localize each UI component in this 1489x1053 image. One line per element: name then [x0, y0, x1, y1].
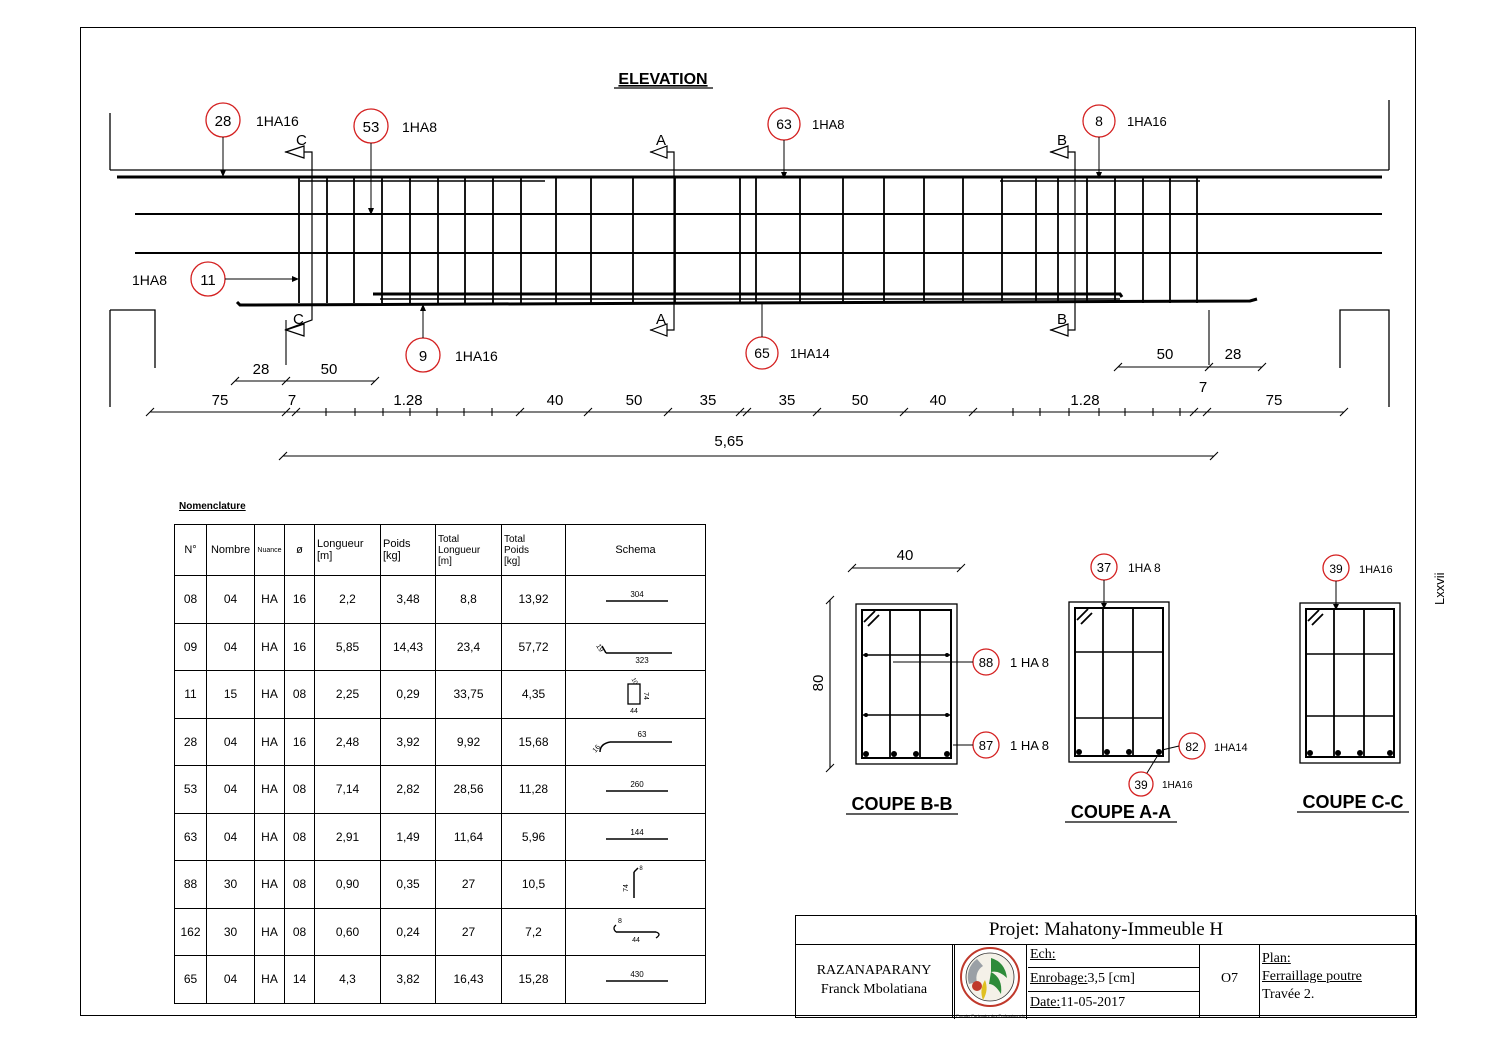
col-diameter: ø: [285, 525, 315, 576]
cell-schema: [566, 766, 706, 814]
cell-poids: 1,49: [381, 813, 436, 861]
schema-dim: 8: [638, 866, 643, 873]
cut-a-bottom: A: [656, 311, 667, 328]
bar-label-65: 1HA14: [790, 346, 830, 361]
cell-total-poids: 10,5: [502, 861, 566, 909]
bar-marker-63: [768, 108, 845, 179]
cell-total-poids: 15,68: [502, 718, 566, 766]
table-row: [175, 813, 706, 861]
dim-label: 7: [287, 392, 297, 409]
dim-7-right: 7: [1198, 379, 1208, 396]
nomenclature-table: [174, 524, 706, 1004]
nomenclature-body: [175, 576, 706, 1004]
plan-label: Plan:: [1262, 951, 1291, 966]
enrobage-label: Enrobage:: [1030, 971, 1088, 986]
section-cc-mark-39: 39: [1329, 562, 1343, 576]
cell-total-poids: 57,72: [502, 623, 566, 671]
schema-dim: 74: [622, 884, 630, 893]
section-cuts: [285, 146, 1075, 336]
bar-marker-28: [206, 103, 299, 177]
logo-caption: Premier Partenaire des Professionnels: [956, 1013, 1025, 1018]
cell-nombre: 04: [207, 623, 255, 671]
cell-total-longueur: 16,43: [436, 956, 502, 1004]
schema-dim: 430: [629, 970, 644, 980]
col-n: N°: [175, 525, 207, 576]
logo-emblem-icon: [955, 944, 1025, 1018]
cell-nombre: 30: [207, 908, 255, 956]
cell-schema: [566, 718, 706, 766]
cell-d: 08: [285, 908, 315, 956]
bar-label-8: 1HA16: [1127, 114, 1167, 129]
cell-d: 08: [285, 813, 315, 861]
dim-label: 35: [778, 392, 796, 409]
dim-28-right: 28: [1224, 346, 1242, 363]
section-aa: [1065, 554, 1248, 822]
col-schema: Schema: [566, 525, 706, 576]
dim-label: 40: [929, 392, 947, 409]
author: [796, 944, 953, 1017]
bar-label-28: 1HA16: [256, 113, 299, 129]
sheet-number: O7: [1200, 944, 1260, 1017]
bar-label-11: 1HA8: [132, 272, 168, 288]
section-cc-label-39: 1HA16: [1359, 564, 1393, 576]
drawing-info: [1028, 944, 1200, 1017]
bar-marker-8: [1083, 105, 1167, 179]
schema-dim: 144: [629, 827, 644, 837]
cell-nuance: HA: [255, 908, 285, 956]
section-bb-mark-87: 87: [978, 738, 994, 753]
cell-longueur: 0,60: [315, 908, 381, 956]
table-row: [175, 623, 706, 671]
nomenclature-title: Nomenclature: [179, 501, 246, 512]
cell-schema: [566, 861, 706, 909]
cell-nuance: HA: [255, 576, 285, 624]
schema-dim: 260: [629, 780, 644, 790]
dim-label: 40: [546, 392, 564, 409]
plan-line-1: Ferraillage poutre: [1262, 969, 1362, 984]
cell-n: 08: [175, 576, 207, 624]
cell-total-longueur: 9,92: [436, 718, 502, 766]
elevation-title: ELEVATION: [618, 71, 708, 88]
cell-poids: 3,82: [381, 956, 436, 1004]
cell-total-poids: 11,28: [502, 766, 566, 814]
section-aa-label-82: 1HA14: [1214, 742, 1248, 754]
cell-longueur: 7,14: [315, 766, 381, 814]
section-bb: [810, 547, 1049, 814]
schema-dim: 16: [591, 743, 602, 755]
bar-schema: [576, 817, 696, 857]
dim-label: 50: [625, 392, 643, 409]
cell-schema: [566, 623, 706, 671]
cell-total-poids: 13,92: [502, 576, 566, 624]
schema-dim: 10: [629, 677, 638, 687]
dim-label: 35: [699, 392, 717, 409]
cell-poids: 0,29: [381, 671, 436, 719]
cell-d: 08: [285, 671, 315, 719]
bar-marker-53: [354, 109, 437, 215]
bar-schema: [576, 912, 696, 952]
author-line-2: Franck Mbolatiana: [820, 982, 928, 997]
cell-poids: 0,35: [381, 861, 436, 909]
bar-schema: [576, 864, 696, 904]
cut-c-top: C: [296, 132, 307, 149]
bar-schema: [576, 627, 696, 667]
project-title: Projet: Mahatony-Immeuble H: [796, 916, 1416, 945]
cell-poids: 3,92: [381, 718, 436, 766]
bar-mark-63: 63: [776, 116, 792, 132]
section-bb-title: COUPE B-B: [851, 794, 953, 814]
cell-longueur: 5,85: [315, 623, 381, 671]
stirrups: [299, 177, 1197, 303]
section-aa-mark-39: 39: [1134, 778, 1148, 792]
total-span: 5,65: [714, 433, 744, 450]
schema-dim: 63: [637, 729, 646, 739]
cell-total-poids: 5,96: [502, 813, 566, 861]
date-value: 11-05-2017: [1060, 995, 1126, 1010]
dimension-row: [212, 392, 1283, 409]
bar-schema: [576, 959, 696, 999]
bar-schema: [576, 722, 696, 762]
cell-d: 16: [285, 623, 315, 671]
cell-total-longueur: 28,56: [436, 766, 502, 814]
section-bb-mark-88: 88: [978, 655, 994, 670]
section-bb-height: 80: [810, 674, 827, 692]
cell-total-longueur: 27: [436, 861, 502, 909]
cell-n: 53: [175, 766, 207, 814]
dim-label: 1.28: [1070, 392, 1100, 409]
cell-nuance: HA: [255, 813, 285, 861]
col-tl-l1: Total: [438, 533, 460, 545]
dim-label: 50: [851, 392, 869, 409]
dimension-lines: [150, 310, 1344, 460]
section-aa-title: COUPE A-A: [1070, 802, 1172, 822]
section-cc: [1297, 555, 1409, 812]
cell-total-longueur: 27: [436, 908, 502, 956]
schema-dim: 19: [593, 642, 604, 654]
cell-nuance: HA: [255, 956, 285, 1004]
col-tl-l3: [m]: [438, 555, 452, 567]
table-row: [175, 956, 706, 1004]
dim-28-left: 28: [252, 361, 270, 378]
bar-marker-11: [132, 262, 299, 296]
cell-total-longueur: 11,64: [436, 813, 502, 861]
plan-line-2: Travée 2.: [1262, 987, 1315, 1002]
cell-d: 16: [285, 718, 315, 766]
dim-label: 75: [1265, 392, 1283, 409]
bar-mark-65: 65: [754, 345, 770, 361]
col-tp-l1: Total: [504, 533, 526, 545]
schema-dim: 8: [617, 917, 622, 925]
bar-marker-65: [746, 302, 830, 369]
cell-schema: [566, 813, 706, 861]
bar-schema: [576, 579, 696, 619]
cell-total-longueur: 23,4: [436, 623, 502, 671]
cell-nuance: HA: [255, 718, 285, 766]
school-logo: [954, 944, 1027, 1019]
table-row: [175, 671, 706, 719]
bar-label-53: 1HA8: [402, 119, 438, 135]
col-poids: [381, 525, 436, 576]
section-aa-label-39: 1HA16: [1162, 780, 1193, 791]
section-bb-width: 40: [896, 547, 914, 564]
cut-b-bottom: B: [1057, 311, 1068, 328]
section-bb-label-88: 1 HA 8: [1010, 655, 1050, 670]
col-tp-l2: Poids: [504, 544, 530, 556]
ech-label: Ech:: [1030, 947, 1056, 962]
plan-description: [1262, 950, 1412, 1004]
bar-schema: [576, 674, 696, 714]
dim-label: 1.28: [393, 392, 423, 409]
bar-label-9: 1HA16: [455, 348, 498, 364]
col-nombre: Nombre: [207, 525, 255, 576]
cut-c-bottom: C: [293, 311, 304, 328]
cell-total-poids: 4,35: [502, 671, 566, 719]
dim-label: 75: [211, 392, 229, 409]
schema-dim: 304: [629, 590, 644, 600]
section-aa-mark-37: 37: [1096, 560, 1112, 575]
col-tl-l2: Longueur: [438, 544, 481, 556]
cell-nombre: 30: [207, 861, 255, 909]
table-row: [175, 908, 706, 956]
section-aa-label-37: 1HA 8: [1128, 561, 1161, 575]
cell-schema: [566, 671, 706, 719]
section-cc-title: COUPE C-C: [1302, 792, 1404, 812]
cell-nombre: 04: [207, 956, 255, 1004]
schema-dim: 44: [629, 708, 638, 715]
table-row: [175, 766, 706, 814]
bar-mark-8: 8: [1095, 113, 1103, 129]
cell-longueur: 2,25: [315, 671, 381, 719]
cell-d: 08: [285, 766, 315, 814]
col-total-poids: [502, 525, 566, 576]
author-line-1: RAZANAPARANY: [816, 963, 932, 978]
cell-nombre: 04: [207, 766, 255, 814]
schema-dim: 44: [631, 936, 640, 944]
cell-poids: 14,43: [381, 623, 436, 671]
cell-nombre: 04: [207, 813, 255, 861]
cell-n: 88: [175, 861, 207, 909]
cell-n: 63: [175, 813, 207, 861]
schema-dim: 74: [641, 692, 649, 701]
ech-row: [1028, 944, 1199, 968]
enrobage-row: [1028, 968, 1199, 992]
cell-d: 14: [285, 956, 315, 1004]
cell-longueur: 2,48: [315, 718, 381, 766]
cell-nuance: HA: [255, 623, 285, 671]
bar-schema: [576, 769, 696, 809]
title-block: [795, 915, 1417, 1018]
cell-longueur: 2,91: [315, 813, 381, 861]
bar-marker-9: [406, 304, 498, 372]
cell-schema: [566, 956, 706, 1004]
cell-n: 65: [175, 956, 207, 1004]
cell-schema: [566, 908, 706, 956]
cell-d: 16: [285, 576, 315, 624]
page-number: Lxxvii: [1432, 572, 1447, 605]
cell-total-poids: 15,28: [502, 956, 566, 1004]
cell-nuance: HA: [255, 671, 285, 719]
cell-n: 28: [175, 718, 207, 766]
bar-label-63: 1HA8: [812, 117, 845, 132]
col-longueur-l2: [m]: [317, 550, 333, 562]
cut-b-top: B: [1057, 132, 1068, 149]
cell-total-longueur: 33,75: [436, 671, 502, 719]
cell-d: 08: [285, 861, 315, 909]
dim-50-left: 50: [320, 361, 338, 378]
bar-mark-53: 53: [362, 119, 380, 136]
table-row: [175, 576, 706, 624]
cell-total-poids: 7,2: [502, 908, 566, 956]
bar-mark-9: 9: [418, 348, 428, 365]
col-nuance: Nuance: [255, 525, 285, 576]
cut-a-top: A: [656, 132, 667, 149]
cell-nuance: HA: [255, 766, 285, 814]
col-poids-l1: Poids: [383, 538, 411, 550]
cell-longueur: 4,3: [315, 956, 381, 1004]
section-aa-mark-82: 82: [1185, 740, 1199, 754]
cell-poids: 3,48: [381, 576, 436, 624]
longitudinal-bars: [117, 177, 1382, 305]
col-total-longueur: [436, 525, 502, 576]
cell-nombre: 04: [207, 576, 255, 624]
section-bb-label-87: 1 HA 8: [1010, 738, 1050, 753]
cell-longueur: 2,2: [315, 576, 381, 624]
cell-nombre: 04: [207, 718, 255, 766]
cell-n: 11: [175, 671, 207, 719]
cell-longueur: 0,90: [315, 861, 381, 909]
col-tp-l3: [kg]: [504, 555, 521, 567]
date-label: Date:: [1030, 995, 1061, 1010]
bar-mark-28: 28: [214, 113, 232, 130]
nomenclature-header-row: [175, 525, 706, 576]
cell-total-longueur: 8,8: [436, 576, 502, 624]
cell-n: 162: [175, 908, 207, 956]
bar-mark-11: 11: [200, 272, 216, 289]
schema-dim: 323: [634, 655, 649, 665]
cell-nuance: HA: [255, 861, 285, 909]
elevation-drawing: [0, 0, 1489, 500]
cell-n: 09: [175, 623, 207, 671]
date-row: [1028, 992, 1199, 1016]
cell-poids: 2,82: [381, 766, 436, 814]
table-row: [175, 718, 706, 766]
col-longueur: [315, 525, 381, 576]
sections-drawing: [790, 540, 1430, 830]
cell-schema: [566, 576, 706, 624]
enrobage-value: 3,5 [cm]: [1087, 971, 1135, 986]
dim-50-right: 50: [1156, 346, 1174, 363]
col-longueur-l1: Longueur: [317, 538, 364, 550]
cell-poids: 0,24: [381, 908, 436, 956]
cell-nombre: 15: [207, 671, 255, 719]
col-poids-l2: [kg]: [383, 550, 401, 562]
table-row: [175, 861, 706, 909]
